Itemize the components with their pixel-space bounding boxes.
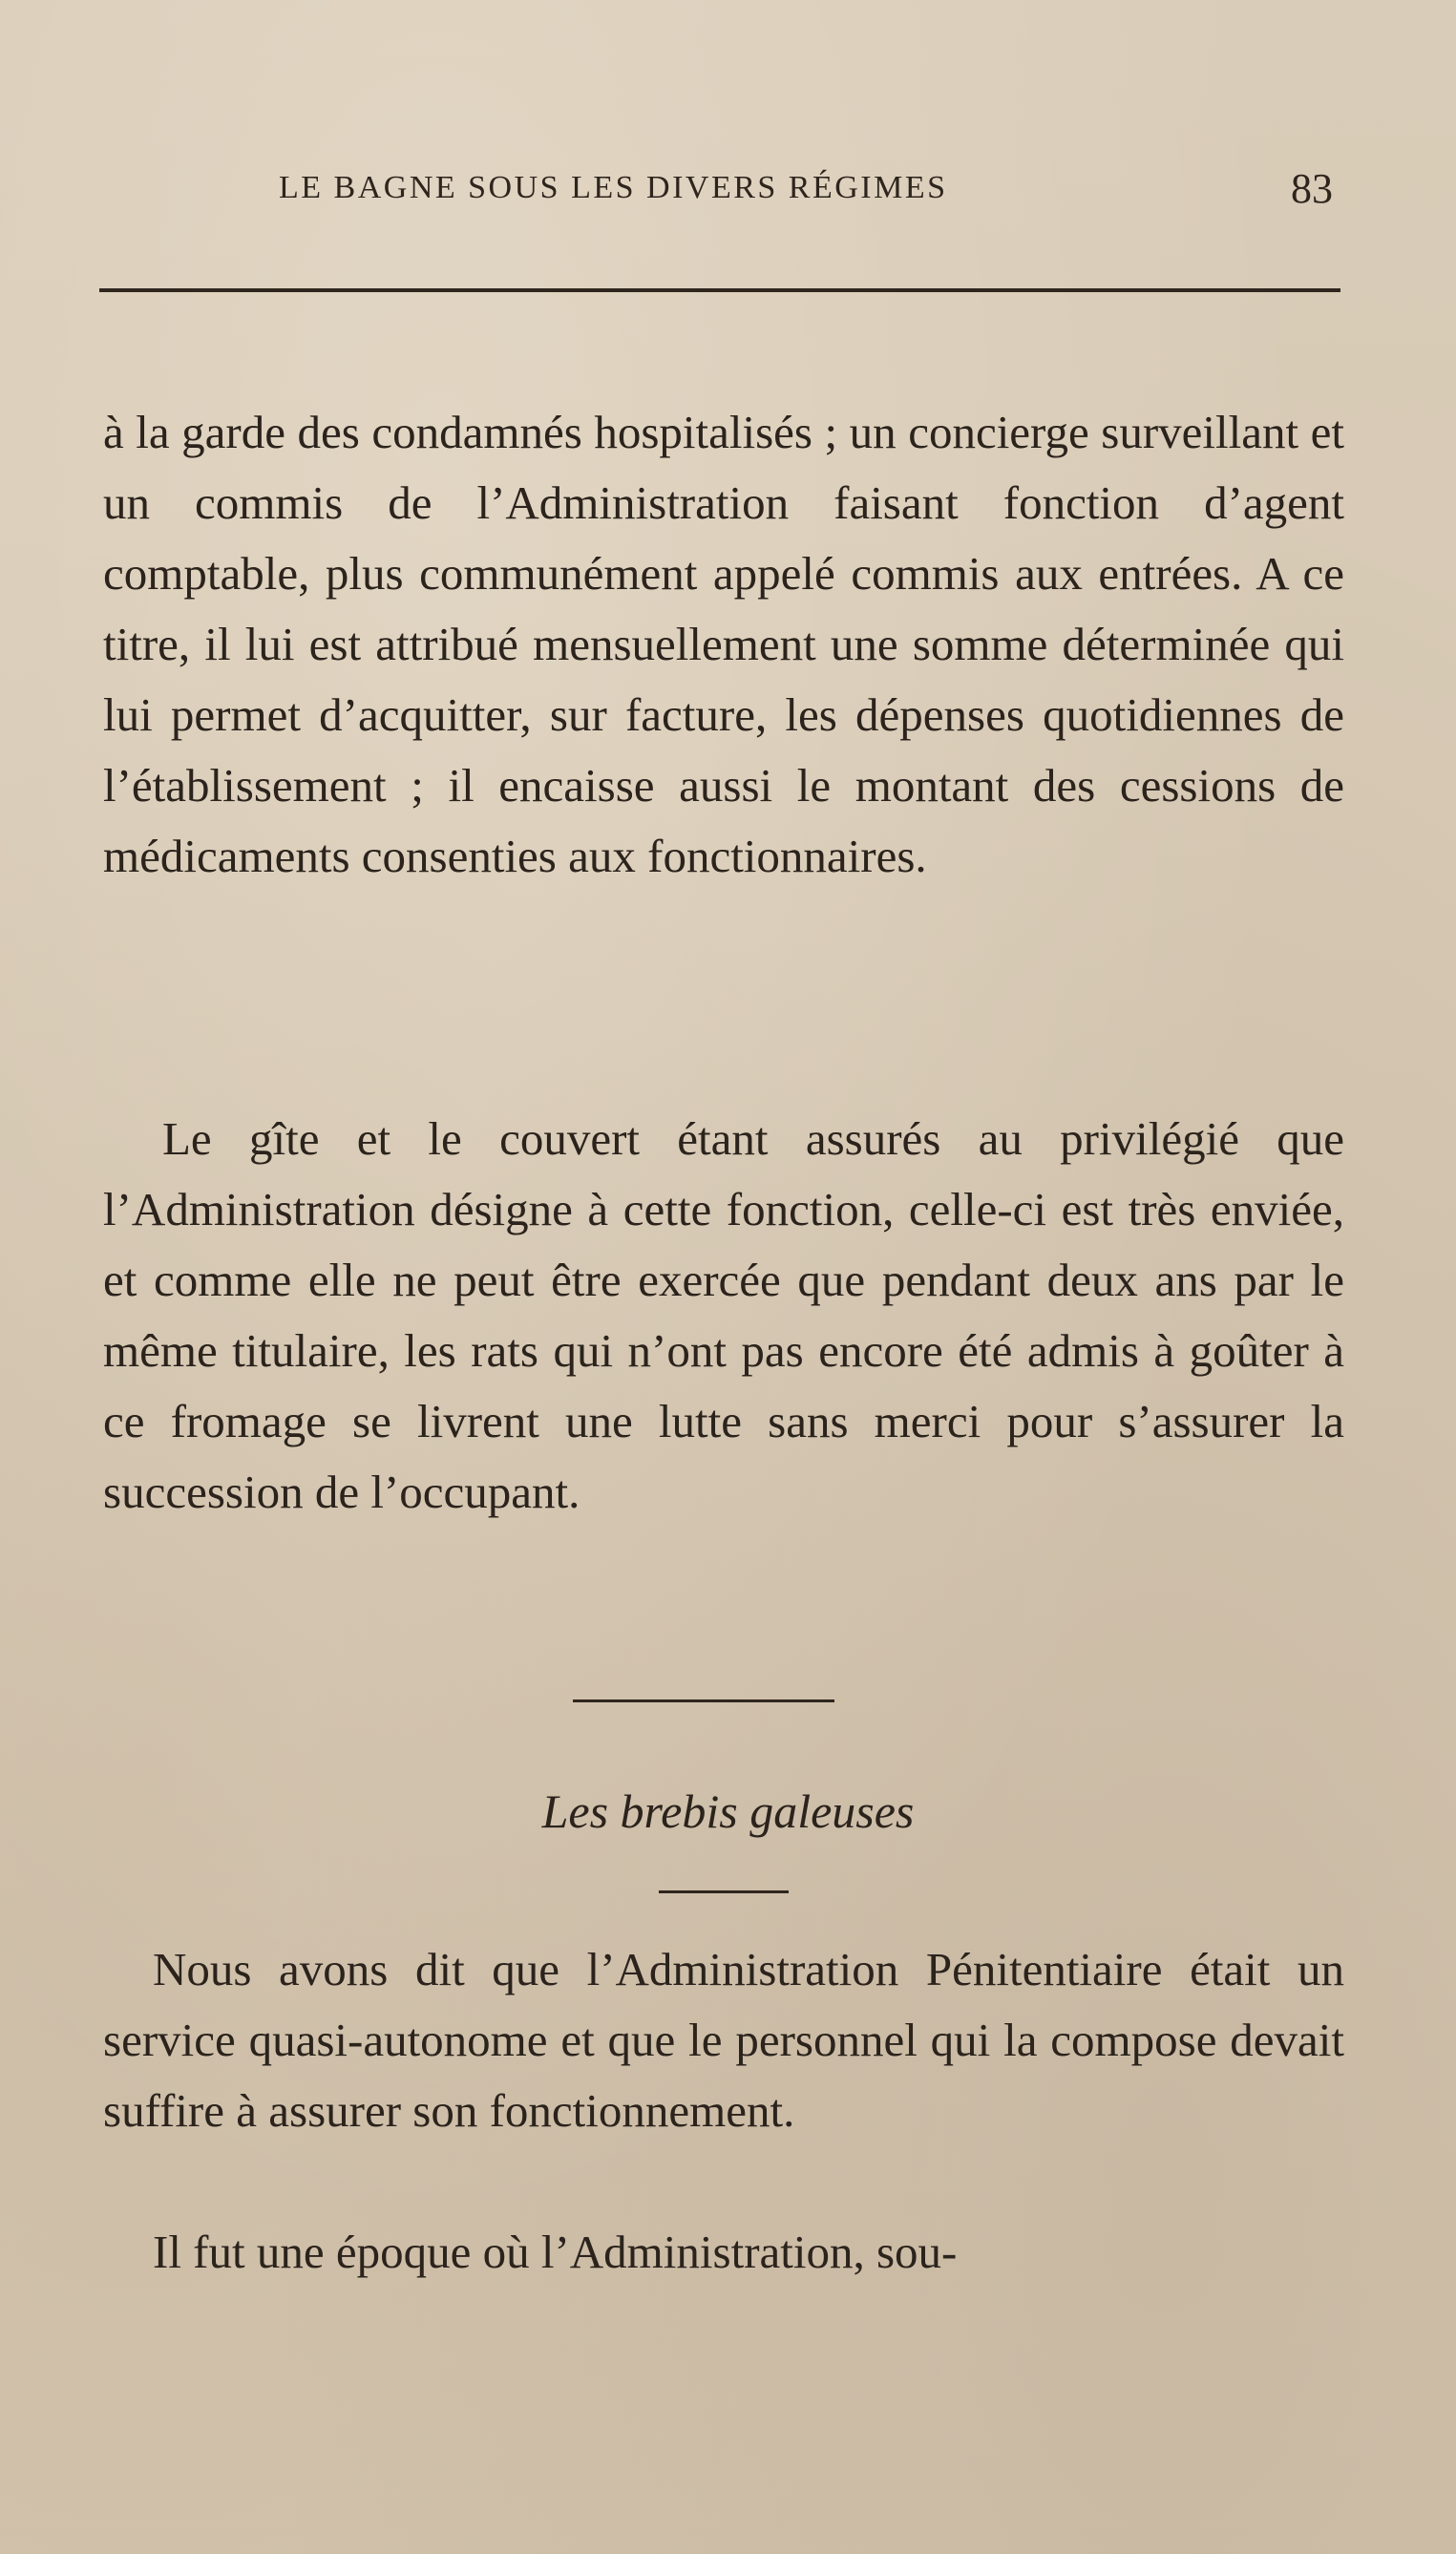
paragraph-2: Le gîte et le couvert étant assurés au privilégié que l’Administration désigne à cette fonction, celle-ci est très enviée, et comme elle ne peut être exercée que pendant deux ans par le même titulaire, les rats qui n’ont pas encore été admis à goûter à ce fromage se livrent une lutte sans merci pour s’assurer la succession de l’occupant. xyxy=(103,1112,1344,1518)
section-title: Les brebis galeuses xyxy=(541,1784,915,1838)
running-title: LE BAGNE SOUS LES DIVERS RÉGIMES xyxy=(279,170,948,205)
running-header xyxy=(0,160,1456,218)
paragraph-4: Il fut une époque où l’Administration, sou- xyxy=(153,2226,958,2278)
page-number: 83 xyxy=(1291,165,1333,212)
paragraph-3: Nous avons dit que l’Administration Pénitentiaire était un service quasi-autonome et que le personnel qui la compose devait suffire à assurer son fonctionnement. xyxy=(103,1943,1344,2137)
header-rule xyxy=(99,288,1340,292)
section-rule-bottom xyxy=(659,1890,789,1893)
paragraph-1: à la garde des condamnés hospitalisés ; un concierge surveillant et un commis de l’Administration faisant fonction d’agent comptable, plus communément appelé commis aux entrées. A ce titre, il lui est attribué mensuellement une somme déterminée qui lui permet d’acquitter, sur facture, les dépenses quotidiennes de l’établissement ; il encaisse aussi le montant des cessions de médicaments consenties aux fonctionnaires. xyxy=(103,406,1344,882)
section-rule-top xyxy=(573,1699,834,1702)
